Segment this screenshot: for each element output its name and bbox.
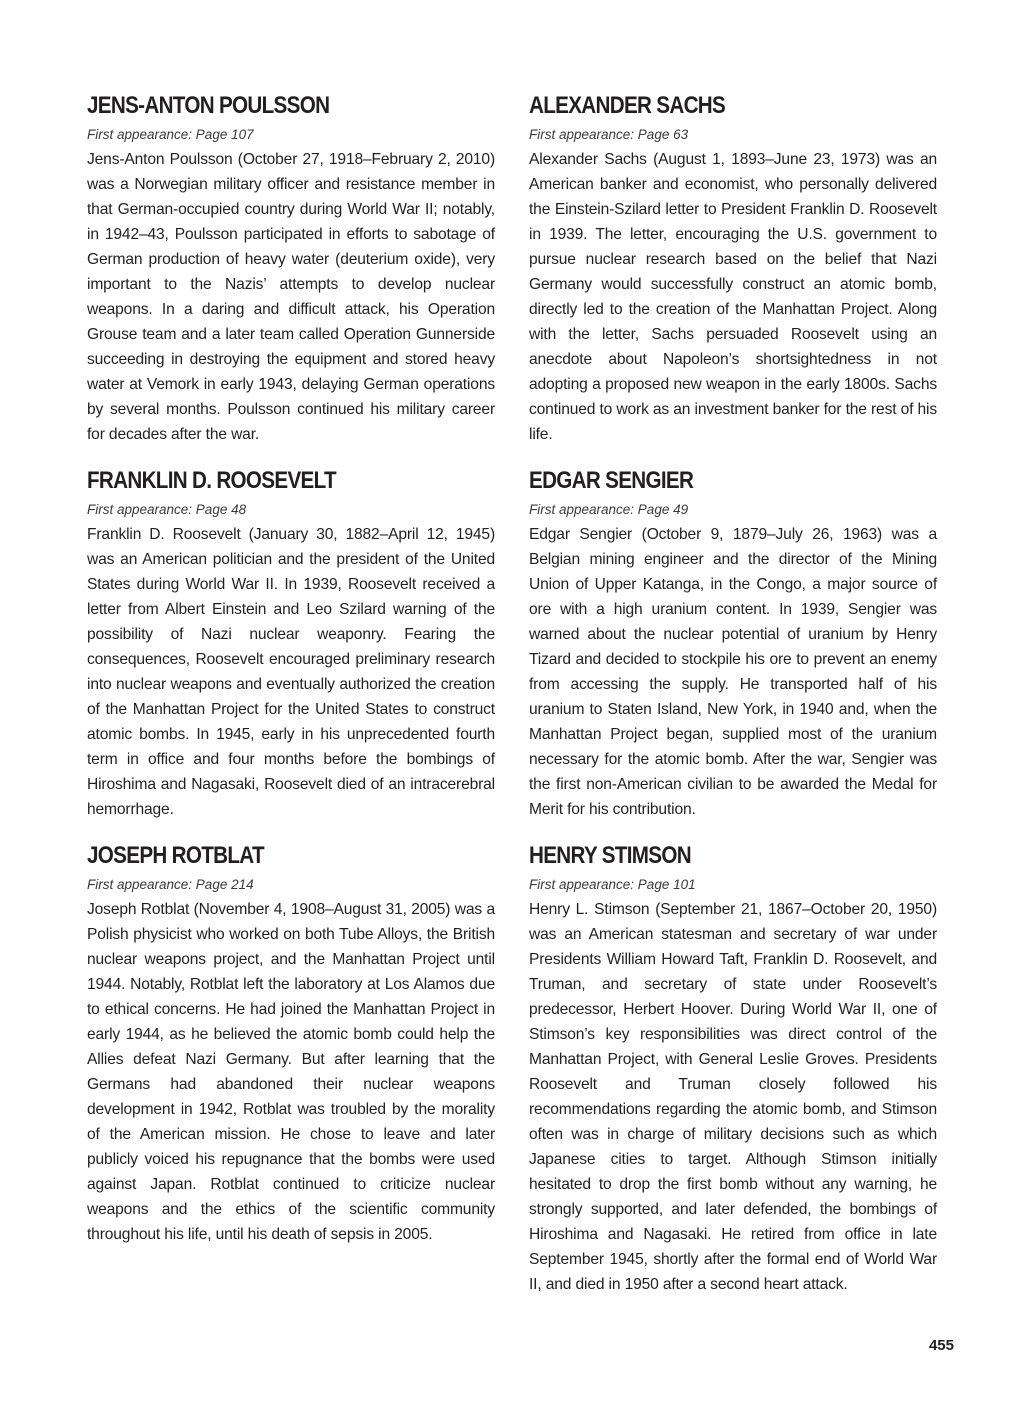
entry-bio: Edgar Sengier (October 9, 1879–July 26, 1963) was a Belgian mining engineer and the director of the Mining Union of Upper Katanga, in the Congo, a major source of ore with a high uranium content. In 1939, Sengier was warned about the nuclear potential of uranium by Henry Tizard and decided to stockpile his ore to prevent an enemy from accessing the supply. He transported half of his uranium to Staten Island, New York, in 1940 and, when the Manhattan Project began, supplied most of the uranium necessary for the atomic bomb. After the war, Sengier was the first non-American civilian to be awarded the Medal for Merit for his contribution. [529, 526, 937, 818]
entry-name: ALEXANDER SACHS [529, 92, 726, 119]
entry-stimson [529, 842, 937, 1297]
entry-sachs [529, 92, 937, 447]
entry-bio: Alexander Sachs (August 1, 1893–June 23, 1973) was an American banker and economist, who personally delivered the Einstein-Szilard letter to President Franklin D. Roosevelt in 1939. The letter, encouraging the U.S. government to pursue nuclear research based on the belief that Nazi Germany would successfully construct an atomic bomb, directly led to the creation of the Manhattan Project. Along with the letter, Sachs persuaded Roosevelt using an anecdote about Napoleon’s shortsightedness in not adopting a proposed new weapon in the early 1800s. Sachs continued to work as an investment banker for the rest of his life. [529, 151, 937, 443]
entry-name: EDGAR SENGIER [529, 467, 694, 494]
entry-bio: Henry L. Stimson (September 21, 1867–October 20, 1950) was an American statesman and secretary of war under Presidents William Howard Taft, Franklin D. Roosevelt, and Truman, and secretary of state under Roosevelt’s predecessor, Herbert Hoover. During World War II, one of Stimson’s key responsibilities was direct control of the Manhattan Project, with General Leslie Groves. Presidents Roosevelt and Truman closely followed his recommendations regarding the atomic bomb, and Stimson often was in charge of military decisions such as which Japanese cities to target. Although Stimson initially hesitated to drop the first bomb without any warning, he strongly supported, and later defended, the bombings of Hiroshima and Nagasaki. He retired from office in late September 1945, shortly after the formal end of World War II, and died in 1950 after a second heart attack. [529, 901, 937, 1293]
entry-name: HENRY STIMSON [529, 842, 691, 869]
entry-bio: Franklin D. Roosevelt (January 30, 1882–April 12, 1945) was an American politician and the president of the United States during World War II. In 1939, Roosevelt received a letter from Albert Einstein and Leo Szilard warning of the possibility of Nazi nuclear weaponry. Fearing the consequences, Roosevelt encouraged preliminary research into nuclear weapons and eventually authorized the creation of the Manhattan Project for the United States to construct atomic bombs. In 1945, early in his unprecedented fourth term in office and four months before the bombings of Hiroshima and Nagasaki, Roosevelt died of an intracerebral hemorrhage. [87, 526, 495, 818]
entry-first-appearance: First appearance: Page 49 [529, 502, 689, 517]
page-number: 455 [928, 1337, 954, 1354]
entry-name: FRANKLIN D. ROOSEVELT [87, 467, 336, 494]
entry-first-appearance: First appearance: Page 214 [87, 877, 254, 892]
entry-first-appearance: First appearance: Page 107 [87, 127, 254, 142]
entry-bio: Jens-Anton Poulsson (October 27, 1918–February 2, 2010) was a Norwegian military officer and resistance member in that German-occupied country during World War II; notably, in 1942–43, Poulsson participated in efforts to sabotage of German production of heavy water (deuterium oxide), very important to the Nazis’ attempts to develop nuclear weapons. In a daring and difficult attack, his Operation Grouse team and a later team called Operation Gunnerside succeeding in destroying the equipment and stored heavy water at Vemork in early 1943, delaying German operations by several months. Poulsson continued his military career for decades after the war. [87, 151, 495, 443]
entry-roosevelt [87, 467, 495, 822]
entry-name: JOSEPH ROTBLAT [87, 842, 264, 869]
right-column [529, 92, 937, 1317]
entry-first-appearance: First appearance: Page 48 [87, 502, 247, 517]
entry-rotblat [87, 842, 495, 1247]
entry-name: JENS-ANTON POULSSON [87, 92, 330, 119]
entry-poulsson [87, 92, 495, 447]
left-column [87, 92, 495, 1267]
entry-first-appearance: First appearance: Page 101 [529, 877, 696, 892]
entry-first-appearance: First appearance: Page 63 [529, 127, 689, 142]
entry-bio: Joseph Rotblat (November 4, 1908–August 31, 2005) was a Polish physicist who worked on both Tube Alloys, the British nuclear weapons project, and the Manhattan Project until 1944. Notably, Rotblat left the laboratory at Los Alamos due to ethical concerns. He had joined the Manhattan Project in early 1944, as he believed the atomic bomb could help the Allies defeat Nazi Germany. But after learning that the Germans had abandoned their nuclear weapons development in 1942, Rotblat was troubled by the morality of the American mission. He chose to leave and later publicly voiced his repugnance that the bombs were used against Japan. Rotblat continued to criticize nuclear weapons and the ethics of the scientific community throughout his life, until his death of sepsis in 2005. [87, 901, 495, 1243]
entry-sengier [529, 467, 937, 822]
